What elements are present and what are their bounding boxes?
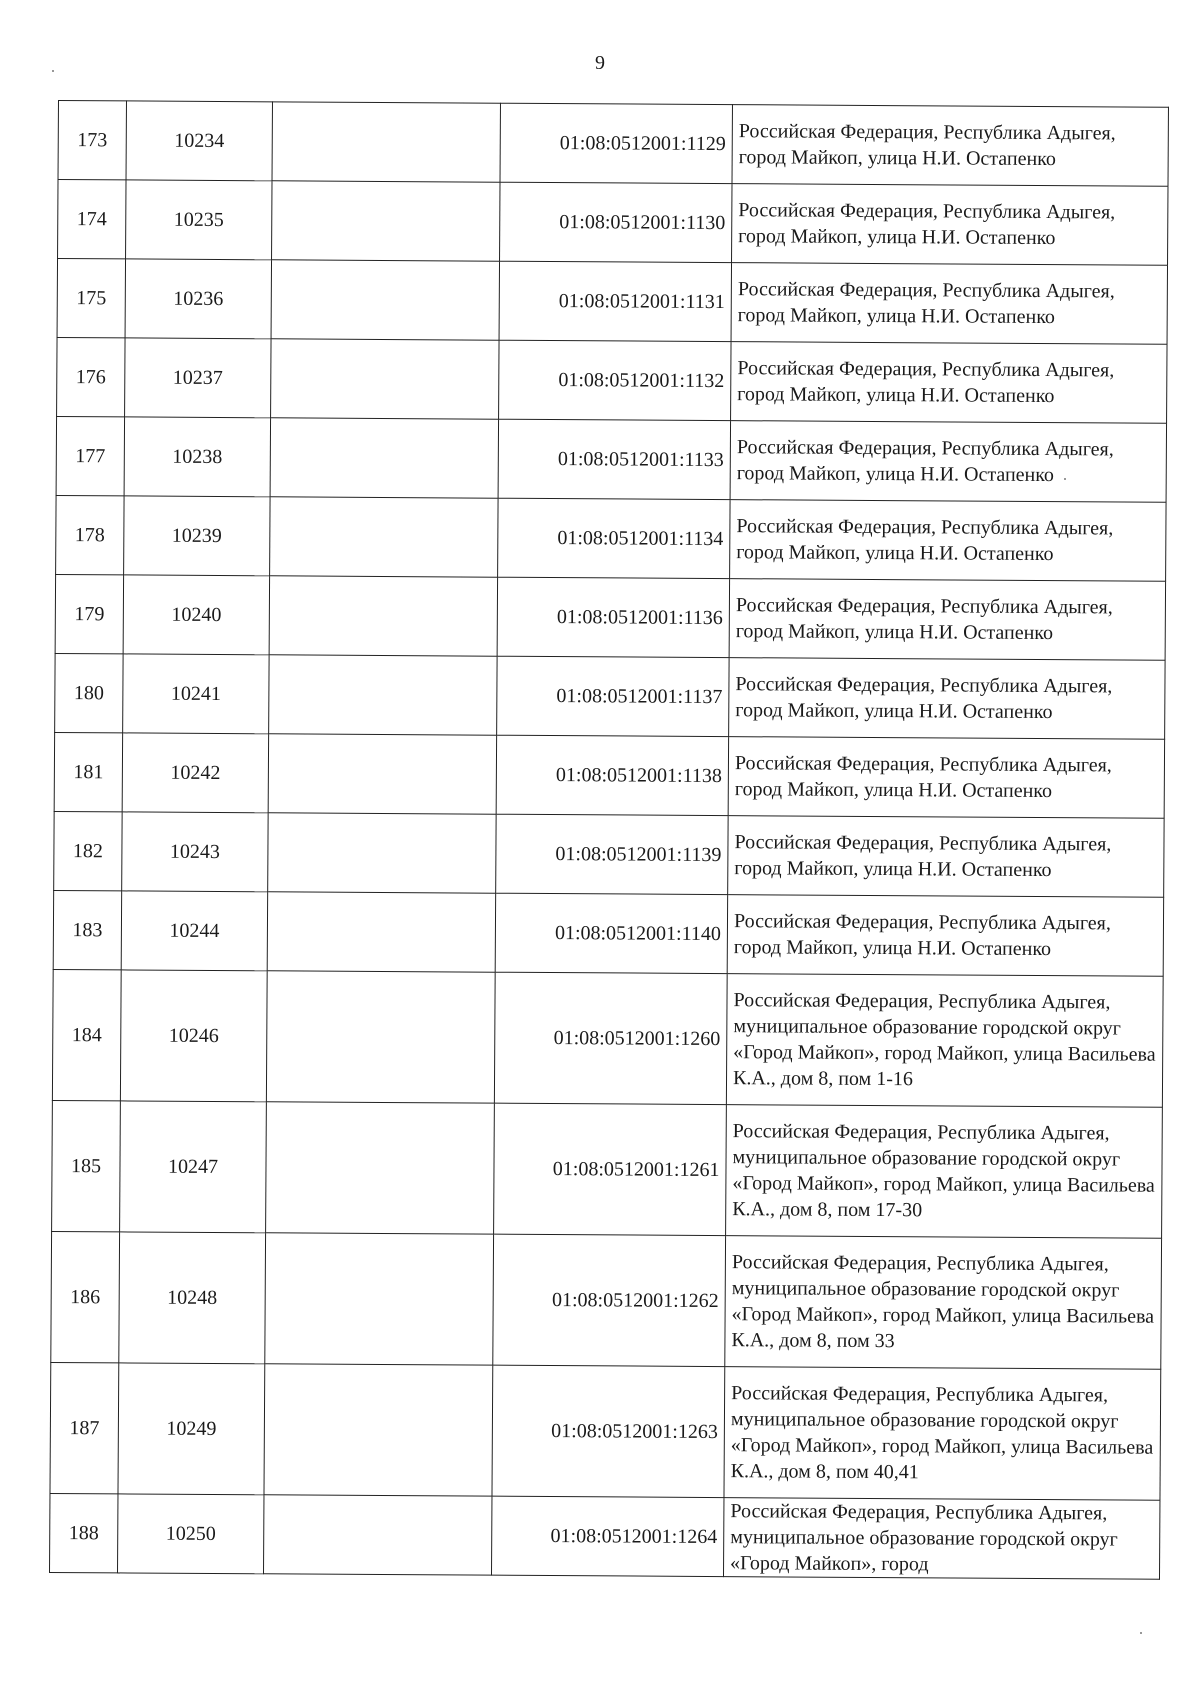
- address-cell: [726, 974, 1163, 1108]
- empty-cell: [269, 655, 497, 735]
- registry-number-cell: 10244: [121, 891, 267, 971]
- address-cell: [732, 184, 1168, 266]
- table-row: [58, 180, 1168, 266]
- row-number-cell: 178: [56, 495, 124, 574]
- empty-cell: [272, 181, 500, 261]
- address-cell: [729, 658, 1165, 740]
- empty-cell: [264, 1364, 493, 1496]
- row-number-cell: 177: [56, 416, 124, 495]
- empty-cell: [270, 418, 498, 498]
- empty-cell: [268, 813, 496, 893]
- address-text: Российская Федерация, Республика Адыгея, город Майкоп, улица Н.И. Остапенко: [735, 673, 1113, 724]
- table-row: [57, 259, 1167, 345]
- scan-speck: [1140, 1632, 1142, 1634]
- registry-number-cell: 10249: [118, 1363, 265, 1495]
- table-row: [52, 1100, 1163, 1238]
- registry-number-cell: 10250: [118, 1494, 264, 1574]
- registry-number-cell: 10242: [122, 733, 268, 813]
- address-text: Российская Федерация, Республика Адыгея, город Майкоп, улица Н.И. Остапенко: [737, 357, 1115, 408]
- table-row: [55, 574, 1165, 660]
- address-text: Российская Федерация, Республика Адыгея, муниципальное образование городской округ «Город Майкоп», город Майкоп, улица Васильева К.А., дом 8, пом 1-16: [732, 989, 1156, 1091]
- empty-cell: [271, 260, 499, 340]
- address-text: Российская Федерация, Республика Адыгея, город Майкоп, улица Н.И. Остапенко: [738, 199, 1116, 250]
- address-cell: [724, 1367, 1161, 1501]
- table-row: [53, 890, 1163, 976]
- address-text: Российская Федерация, Республика Адыгея, муниципальное образование городской округ «Город Майкоп», город Майкоп, улица Васильева К.А., дом 8, пом 17-30: [732, 1120, 1155, 1222]
- row-number-cell: 183: [53, 890, 121, 969]
- cadastral-number-cell: 01:08:0512001:1133: [498, 419, 730, 499]
- table-row: [54, 811, 1164, 897]
- scan-speck: [1064, 478, 1066, 480]
- empty-cell: [272, 102, 500, 182]
- registry-number-cell: 10241: [123, 654, 269, 734]
- table-row: [58, 101, 1168, 187]
- address-text: Российская Федерация, Республика Адыгея, город Майкоп, улица Н.И. Остапенко: [735, 594, 1113, 645]
- table-row: [55, 653, 1165, 739]
- row-number-cell: 188: [50, 1493, 118, 1572]
- address-cell: [728, 737, 1164, 819]
- row-number-cell: 184: [52, 969, 121, 1100]
- address-cell: [726, 1105, 1163, 1239]
- row-number-cell: 182: [54, 811, 122, 890]
- registry-number-cell: 10248: [119, 1232, 266, 1364]
- registry-number-cell: 10243: [122, 812, 268, 892]
- address-cell: [732, 105, 1168, 187]
- page-number: 9: [595, 52, 605, 74]
- address-cell: [730, 500, 1166, 582]
- table-row: [54, 732, 1164, 818]
- registry-number-cell: 10235: [126, 180, 272, 260]
- address-cell: [729, 579, 1165, 661]
- empty-cell: [267, 892, 495, 972]
- address-cell: [725, 1236, 1162, 1370]
- address-text: Российская Федерация, Республика Адыгея, город Майкоп, улица Н.И. Остапенко: [738, 120, 1116, 171]
- table-body: [50, 101, 1169, 1580]
- row-number-cell: 187: [50, 1362, 119, 1493]
- cadastral-number-cell: 01:08:0512001:1134: [498, 498, 730, 578]
- table-row: [56, 495, 1166, 581]
- address-text: Российская Федерация, Республика Адыгея, город Майкоп, улица Н.И. Остапенко: [736, 515, 1114, 566]
- row-number-cell: 174: [58, 180, 126, 259]
- address-cell: [730, 421, 1166, 503]
- row-number-cell: 179: [55, 574, 123, 653]
- registry-table: [49, 100, 1169, 1580]
- registry-number-cell: 10246: [120, 970, 267, 1102]
- cadastral-number-cell: 01:08:0512001:1136: [497, 577, 729, 657]
- registry-number-cell: 10240: [123, 575, 269, 655]
- table-row: [50, 1493, 1160, 1579]
- cadastral-number-cell: 01:08:0512001:1263: [492, 1365, 725, 1497]
- address-text: Российская Федерация, Республика Адыгея, город Майкоп, улица Н.И. Остапенко: [734, 831, 1112, 882]
- cadastral-number-cell: 01:08:0512001:1264: [491, 1496, 723, 1576]
- address-cell: [731, 263, 1167, 345]
- registry-number-cell: 10239: [124, 496, 270, 576]
- table-row: [52, 969, 1163, 1107]
- row-number-cell: 185: [52, 1100, 121, 1231]
- row-number-cell: 181: [54, 732, 122, 811]
- cadastral-number-cell: 01:08:0512001:1262: [493, 1234, 726, 1366]
- table-row: [51, 1231, 1162, 1369]
- empty-cell: [266, 1102, 495, 1234]
- address-cell: [723, 1498, 1159, 1580]
- cadastral-number-cell: 01:08:0512001:1137: [497, 656, 729, 736]
- registry-number-cell: 10236: [125, 259, 271, 339]
- table-row: [50, 1362, 1161, 1500]
- address-text: Российская Федерация, Республика Адыгея, город Майкоп, улица Н.И. Остапенко: [737, 278, 1115, 329]
- cadastral-number-cell: 01:08:0512001:1138: [496, 735, 728, 815]
- address-text: Российская Федерация, Республика Адыгея, город Майкоп, улица Н.И. Остапенко: [733, 910, 1111, 961]
- registry-number-cell: 10238: [124, 417, 270, 497]
- registry-number-cell: 10234: [126, 101, 272, 181]
- table-row: [57, 337, 1167, 423]
- address-cell: [728, 816, 1164, 898]
- row-number-cell: 186: [51, 1231, 120, 1362]
- address-text: Российская Федерация, Республика Адыгея, муниципальное образование городской округ «Город Майкоп», город Майкоп, улица Васильева К.А., дом 8, пом 40,41: [730, 1382, 1154, 1484]
- row-number-cell: 180: [55, 653, 123, 732]
- empty-cell: [266, 971, 495, 1103]
- table-row: [56, 416, 1166, 502]
- row-number-cell: 176: [57, 337, 125, 416]
- address-text: Российская Федерация, Республика Адыгея, муниципальное образование городской округ «Город Майкоп», город Майкоп, улица Васильева К.А., дом 8, пом 33: [731, 1251, 1155, 1353]
- cadastral-number-cell: 01:08:0512001:1130: [500, 182, 732, 262]
- empty-cell: [264, 1495, 492, 1575]
- address-cell: [727, 895, 1163, 977]
- address-text: Российская Федерация, Республика Адыгея, город Майкоп, улица Н.И. Остапенко: [734, 752, 1112, 803]
- empty-cell: [265, 1233, 494, 1365]
- empty-cell: [270, 497, 498, 577]
- scan-speck: [118, 1572, 120, 1574]
- empty-cell: [269, 576, 497, 656]
- row-number-cell: 173: [58, 101, 126, 180]
- cadastral-number-cell: 01:08:0512001:1140: [495, 893, 727, 973]
- cadastral-number-cell: 01:08:0512001:1261: [494, 1103, 727, 1235]
- empty-cell: [271, 339, 499, 419]
- cadastral-number-cell: 01:08:0512001:1132: [499, 340, 731, 420]
- registry-number-cell: 10237: [125, 338, 271, 418]
- row-number-cell: 175: [57, 259, 125, 338]
- address-text: Российская Федерация, Республика Адыгея, город Майкоп, улица Н.И. Остапенко: [736, 436, 1114, 487]
- cadastral-number-cell: 01:08:0512001:1139: [496, 814, 728, 894]
- cadastral-number-cell: 01:08:0512001:1129: [500, 103, 732, 183]
- address-text: Российская Федерация, Республика Адыгея, муниципальное образование городской округ «Город Майкоп», город: [730, 1500, 1118, 1576]
- cadastral-number-cell: 01:08:0512001:1260: [494, 972, 727, 1104]
- address-cell: [731, 342, 1167, 424]
- empty-cell: [268, 734, 496, 814]
- scan-speck: [52, 70, 54, 72]
- registry-number-cell: 10247: [120, 1101, 267, 1233]
- cadastral-number-cell: 01:08:0512001:1131: [499, 261, 731, 341]
